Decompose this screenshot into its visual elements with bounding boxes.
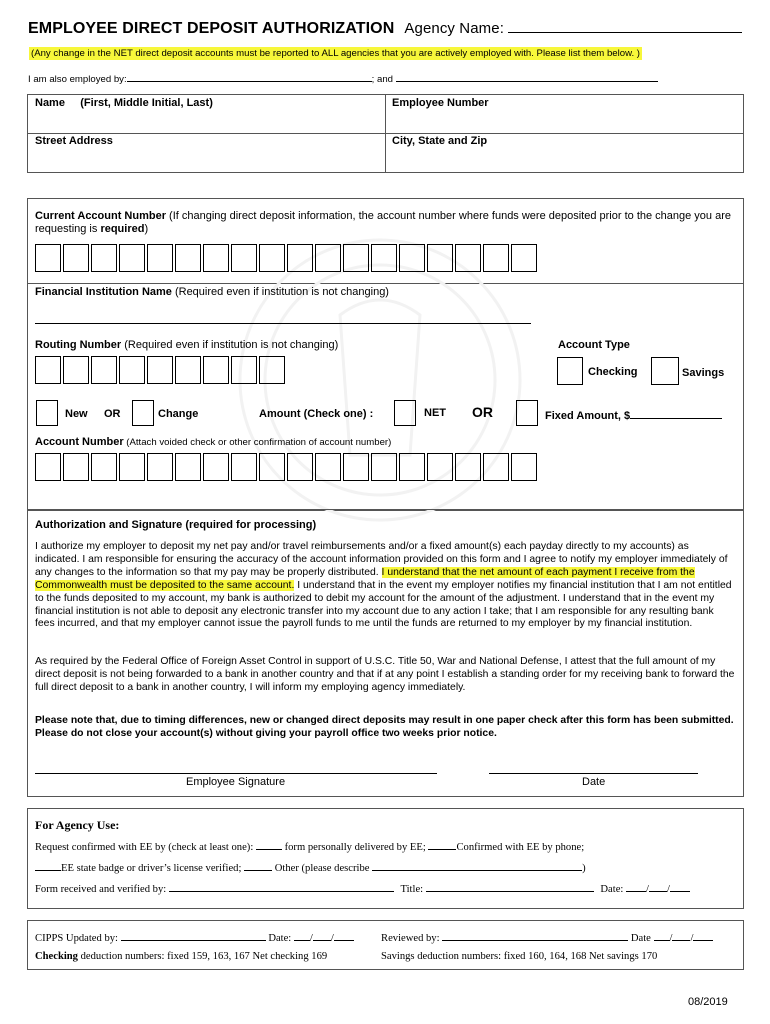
digit-box[interactable] <box>511 244 537 272</box>
digit-box[interactable] <box>259 244 285 272</box>
reviewed-row: Reviewed by: Date / / <box>381 931 713 944</box>
digit-box[interactable] <box>427 453 453 481</box>
agency-use-heading: For Agency Use: <box>35 818 120 832</box>
digit-box[interactable] <box>287 244 313 272</box>
amount-label: Amount (Check one) : <box>259 408 374 420</box>
digit-box[interactable] <box>483 244 509 272</box>
also-employed-field-2[interactable] <box>396 72 658 82</box>
account-number-digits <box>35 453 537 481</box>
digit-box[interactable] <box>231 356 257 384</box>
digit-box[interactable] <box>35 244 61 272</box>
name-cell[interactable] <box>35 97 213 109</box>
checking-checkbox[interactable] <box>557 357 583 385</box>
fixed-amount-label: Fixed Amount, $ <box>545 408 722 422</box>
digit-box[interactable] <box>147 453 173 481</box>
signature-label: Employee Signature <box>186 776 286 788</box>
digit-box[interactable] <box>91 356 117 384</box>
name-label: Name <box>35 97 65 109</box>
checking-label: Checking <box>588 366 638 378</box>
digit-box[interactable] <box>287 453 313 481</box>
new-checkbox[interactable] <box>36 400 58 426</box>
savings-deduction-text: Savings deduction numbers: fixed 160, 164, 168 Net savings 170 <box>381 951 658 962</box>
digit-box[interactable] <box>119 453 145 481</box>
city-state-zip-cell[interactable]: City, State and Zip <box>392 135 488 147</box>
fixed-amount-field[interactable] <box>630 408 722 419</box>
signature-line[interactable] <box>35 773 437 774</box>
date-label: Date <box>582 776 606 788</box>
change-checkbox[interactable] <box>132 400 154 426</box>
name-hint: (First, Middle Initial, Last) <box>80 97 213 109</box>
digit-box[interactable] <box>315 453 341 481</box>
digit-box[interactable] <box>63 356 89 384</box>
page-title <box>28 18 742 38</box>
title-field[interactable] <box>426 882 594 892</box>
new-label: New <box>65 408 88 420</box>
also-employed-field-1[interactable] <box>127 72 372 82</box>
agency-name-label: Agency Name: <box>404 20 504 37</box>
badge-row: EE state badge or driver’s license verified; Other (please describe ) <box>35 861 586 874</box>
digit-box[interactable] <box>203 244 229 272</box>
savings-checkbox[interactable] <box>651 357 679 385</box>
digit-box[interactable] <box>343 244 369 272</box>
other-blank[interactable] <box>244 861 272 871</box>
net-checkbox[interactable] <box>394 400 416 426</box>
fixed-amount-checkbox[interactable] <box>516 400 538 426</box>
digit-box[interactable] <box>399 453 425 481</box>
digit-box[interactable] <box>91 453 117 481</box>
authorization-heading: Authorization and Signature (required for processing) <box>35 519 317 531</box>
digit-box[interactable] <box>91 244 117 272</box>
personally-delivered-blank[interactable] <box>256 840 282 850</box>
digit-box[interactable] <box>231 453 257 481</box>
digit-box[interactable] <box>203 453 229 481</box>
street-address-cell[interactable]: Street Address <box>35 135 113 147</box>
cipps-updated-row: CIPPS Updated by: Date: / / <box>35 931 354 944</box>
change-label: Change <box>158 408 199 420</box>
received-by-field[interactable] <box>169 882 394 892</box>
routing-number-digits <box>35 356 285 384</box>
digit-box[interactable] <box>259 453 285 481</box>
form-revision-date: 08/2019 <box>688 996 728 1008</box>
digit-box[interactable] <box>119 356 145 384</box>
received-row: Form received and verified by: Title: Date: / / <box>35 882 690 895</box>
notice-text: (Any change in the NET direct deposit accounts must be reported to ALL agencies that you are actively employed with. Please list them below. ) <box>31 48 641 59</box>
digit-box[interactable] <box>399 244 425 272</box>
badge-verified-blank[interactable] <box>35 861 61 871</box>
account-number-label: Account Number (Attach voided check or other confirmation of account number) <box>35 436 392 448</box>
confirmed-row: Request confirmed with EE by (check at least one): form personally delivered by EE; Confirmed with EE by phone; <box>35 842 585 853</box>
digit-box[interactable] <box>259 356 285 384</box>
digit-box[interactable] <box>175 453 201 481</box>
current-account-label: Current Account Number (If changing direct deposit information, the account number where funds were deposited prior to the change you are requesting is required) <box>35 210 732 235</box>
financial-institution-field[interactable] <box>35 323 531 324</box>
digit-box[interactable] <box>427 244 453 272</box>
digit-box[interactable] <box>511 453 537 481</box>
digit-box[interactable] <box>455 453 481 481</box>
digit-box[interactable] <box>371 453 397 481</box>
digit-box[interactable] <box>35 453 61 481</box>
digit-box[interactable] <box>343 453 369 481</box>
date-line[interactable] <box>489 773 698 774</box>
digit-box[interactable] <box>147 356 173 384</box>
or-label-large: OR <box>472 404 493 420</box>
highlighted-text: I understand that the net amount of each payment I receive from the Commonwealth must be deposited to the same account. <box>35 566 695 591</box>
authorization-paragraph-2: As required by the Federal Office of Foreign Asset Control in support of U.S.C. Title 50, War and National Defense, I attest that the full amount of my direct deposit is not being forwarded to a bank in another country and that if at any point I establish a standing order for my receiving bank to forward the full direct deposit to a bank in another country, I will inform my employing agency immediately. <box>35 656 735 693</box>
digit-box[interactable] <box>455 244 481 272</box>
reviewed-by-field[interactable] <box>442 931 628 941</box>
also-employed-row <box>28 72 658 85</box>
digit-box[interactable] <box>63 244 89 272</box>
digit-box[interactable] <box>175 356 201 384</box>
form-title: EMPLOYEE DIRECT DEPOSIT AUTHORIZATION <box>28 20 395 37</box>
confirmed-phone-blank[interactable] <box>428 840 456 850</box>
savings-label: Savings <box>682 367 725 379</box>
digit-box[interactable] <box>35 356 61 384</box>
current-account-digits <box>35 244 537 272</box>
authorization-paragraph-1: I authorize my employer to deposit my net pay and/or travel reimbursements and/or a fixed amount(s) each payday directly to my accounts) as indicated. I am responsible for ensuring the accuracy of the account information provided on this form and I agree to notify my employer immediately of any changes to the information so that my pay may be properly distributed. I understand that the net amount of each payment I receive from the Commonwealth must be deposited to the same account. I understand that in the event my employer notifies my financial institution that I am not entitled to the funds deposited to my account, my bank is authorized to debit my account for the amount of the adjustment. I understand that in the event my financial institution is not able to deposit any electronic transfer into my account due to any action I take; that I am responsible for any resulting bank fees incurred, and that my employer cannot issue the payroll funds to me until the funds are returned to my employer by my financial institution. <box>35 541 732 630</box>
cipps-section <box>27 920 744 970</box>
table-divider <box>385 94 386 172</box>
digit-box[interactable] <box>315 244 341 272</box>
also-employed-and: ; and <box>371 74 393 85</box>
cipps-updated-field[interactable] <box>121 931 266 941</box>
digit-box[interactable] <box>231 244 257 272</box>
digit-box[interactable] <box>175 244 201 272</box>
also-employed-label: I am also employed by: <box>28 74 127 85</box>
employee-number-cell[interactable]: Employee Number <box>392 97 489 109</box>
financial-institution-label: Financial Institution Name (Required even if institution is not changing) <box>35 286 389 298</box>
routing-number-label: Routing Number (Required even if institution is not changing) <box>35 339 339 351</box>
agency-name-field[interactable] <box>508 18 742 33</box>
or-label: OR <box>104 408 121 420</box>
checking-deduction-text: Checking deduction numbers: fixed 159, 163, 167 Net checking 169 <box>35 951 328 962</box>
digit-box[interactable] <box>371 244 397 272</box>
authorization-notice: Please note that, due to timing differences, new or changed direct deposits may result in one paper check after this form has been submitted. Please do not close your account(s) without giving your payroll office two weeks prior notice. <box>35 715 734 739</box>
digit-box[interactable] <box>63 453 89 481</box>
digit-box[interactable] <box>483 453 509 481</box>
digit-box[interactable] <box>119 244 145 272</box>
account-type-label: Account Type <box>558 339 630 351</box>
net-label: NET <box>424 407 446 419</box>
other-description-field[interactable] <box>372 861 582 871</box>
digit-box[interactable] <box>147 244 173 272</box>
digit-box[interactable] <box>203 356 229 384</box>
